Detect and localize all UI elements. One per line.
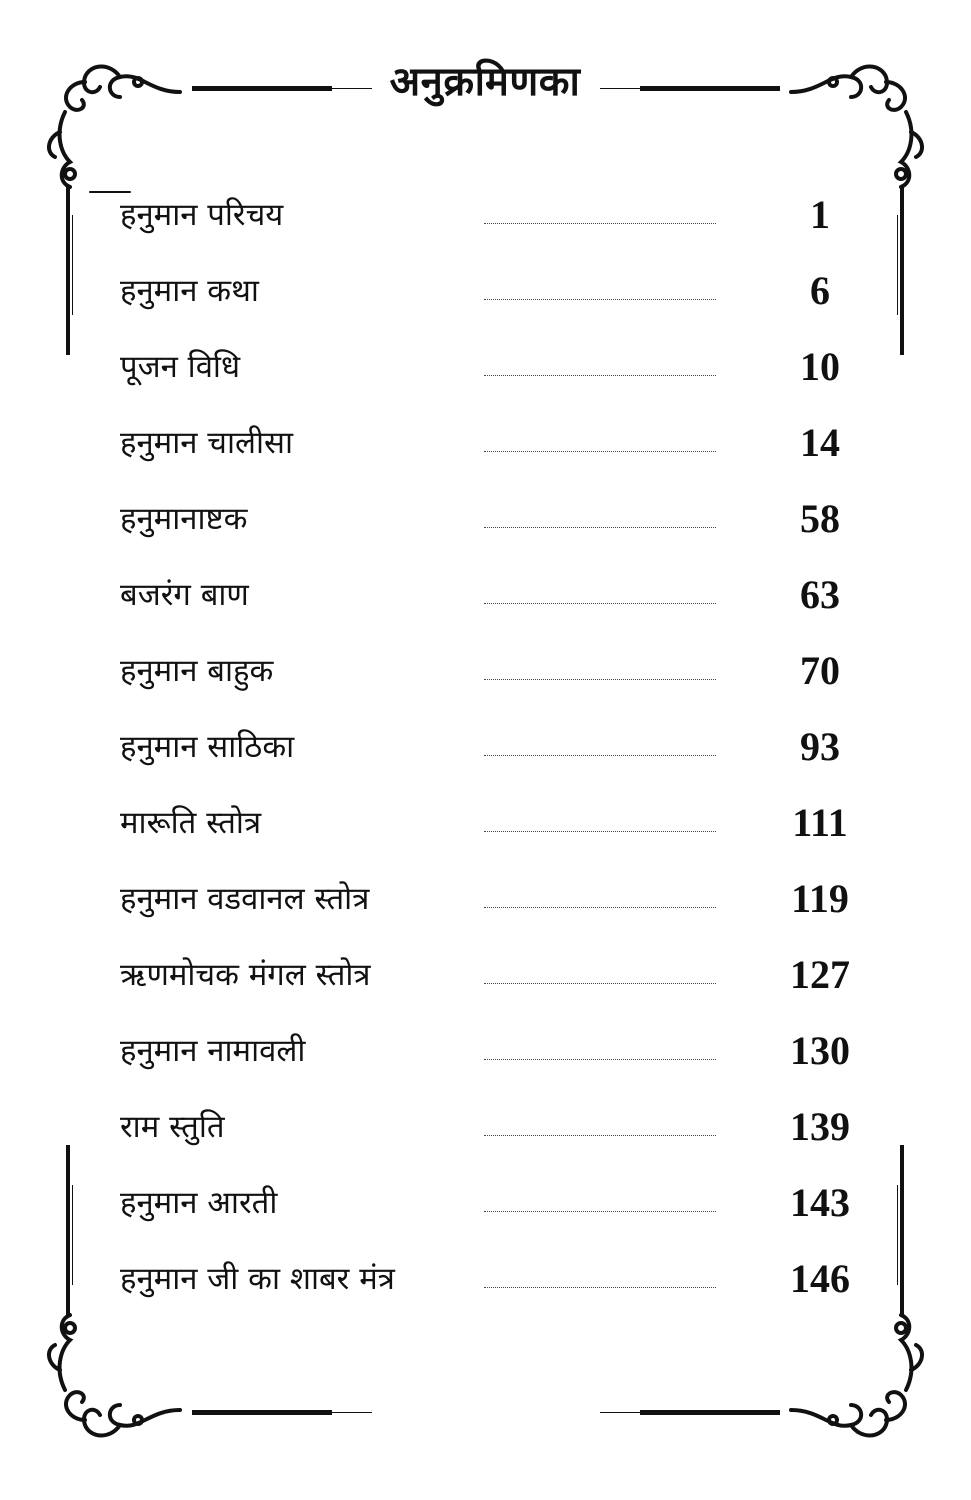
- toc-entry[interactable]: [120, 869, 880, 945]
- dot-leader: [484, 1211, 716, 1212]
- toc-entry-page: 93: [800, 724, 840, 769]
- dot-leader: [484, 223, 716, 224]
- toc-entry[interactable]: [120, 261, 880, 337]
- toc-entry[interactable]: [120, 1097, 880, 1173]
- toc-entry-label: राम स्तुति: [120, 1109, 225, 1145]
- toc-entry-label: हनुमान परिचय: [120, 197, 284, 233]
- dot-leader: [484, 831, 716, 832]
- page-title: अनुक्रमिणका: [389, 59, 581, 105]
- toc-entry[interactable]: [120, 1173, 880, 1249]
- dot-leader: [484, 983, 716, 984]
- dot-leader: [484, 1135, 716, 1136]
- toc-entry-page: 58: [800, 496, 840, 541]
- toc-entry-page: 70: [800, 648, 840, 693]
- toc-entry[interactable]: [120, 337, 880, 413]
- toc-entry[interactable]: [120, 413, 880, 489]
- left-border-rule: [72, 215, 73, 315]
- toc-entry-page: 146: [790, 1256, 850, 1301]
- dot-leader: [484, 907, 716, 908]
- toc-entry-label: हनुमान बाहुक: [120, 653, 274, 689]
- bottom-border-rule: [332, 1412, 372, 1413]
- left-border-rule: [66, 185, 70, 355]
- toc-entry-label: हनुमान जी का शाबर मंत्र: [120, 1261, 395, 1297]
- dot-leader: [484, 299, 716, 300]
- toc-list: [120, 185, 880, 1325]
- toc-entry[interactable]: [120, 1021, 880, 1097]
- toc-entry[interactable]: [120, 641, 880, 717]
- corner-ornament-icon: [30, 52, 190, 202]
- dot-leader: [484, 527, 716, 528]
- toc-entry-page: 1: [810, 192, 830, 237]
- dot-leader: [484, 451, 716, 452]
- corner-ornament-icon: [781, 52, 941, 202]
- right-border-rule: [897, 1185, 898, 1285]
- dot-leader: [484, 603, 716, 604]
- toc-entry[interactable]: [120, 565, 880, 641]
- right-border-rule: [900, 185, 904, 355]
- toc-entry-label: हनुमान साठिका: [120, 729, 295, 765]
- toc-entry-page: 130: [790, 1028, 850, 1073]
- toc-entry[interactable]: [120, 793, 880, 869]
- toc-entry-label: हनुमान वडवानल स्तोत्र: [120, 881, 370, 917]
- left-border-rule: [66, 1145, 70, 1315]
- toc-entry[interactable]: [120, 717, 880, 793]
- toc-entry-label: पूजन विधि: [120, 349, 241, 385]
- bottom-border-rule: [192, 1410, 332, 1415]
- toc-entry-label: हनुमान कथा: [120, 273, 259, 309]
- toc-entry-label: हनुमान आरती: [120, 1185, 278, 1221]
- top-border-rule: [640, 86, 780, 91]
- dot-leader: [484, 375, 716, 376]
- bottom-border-rule: [640, 1410, 780, 1415]
- toc-entry-label: मारूति स्तोत्र: [120, 805, 262, 841]
- toc-entry-page: 127: [790, 952, 850, 997]
- dot-leader: [484, 679, 716, 680]
- toc-entry-page: 10: [800, 344, 840, 389]
- toc-entry-label: हनुमानाष्टक: [120, 501, 248, 537]
- toc-entry-label: बजरंग बाण: [120, 577, 249, 613]
- top-border-rule: [192, 86, 332, 91]
- toc-entry-page: 63: [800, 572, 840, 617]
- toc-entry[interactable]: [120, 489, 880, 565]
- toc-entry-page: 14: [800, 420, 840, 465]
- toc-entry[interactable]: [120, 945, 880, 1021]
- toc-entry-page: 6: [810, 268, 830, 313]
- toc-entry-label: हनुमान नामावली: [120, 1033, 306, 1069]
- toc-entry-label: ऋणमोचक मंगल स्तोत्र: [120, 957, 371, 993]
- bottom-border-rule: [600, 1412, 640, 1413]
- dot-leader: [484, 1287, 716, 1288]
- toc-entry-page: 119: [791, 876, 849, 921]
- left-border-rule: [72, 1185, 73, 1285]
- toc-entry-page: 139: [790, 1104, 850, 1149]
- right-border-rule: [897, 215, 898, 315]
- toc-entry-page: 111: [792, 800, 848, 845]
- right-border-rule: [900, 1145, 904, 1315]
- dot-leader: [484, 755, 716, 756]
- toc-entry[interactable]: [120, 1249, 880, 1325]
- dot-leader: [484, 1059, 716, 1060]
- toc-entry-page: 143: [790, 1180, 850, 1225]
- toc-entry[interactable]: [120, 185, 880, 261]
- toc-entry-label: हनुमान चालीसा: [120, 425, 294, 461]
